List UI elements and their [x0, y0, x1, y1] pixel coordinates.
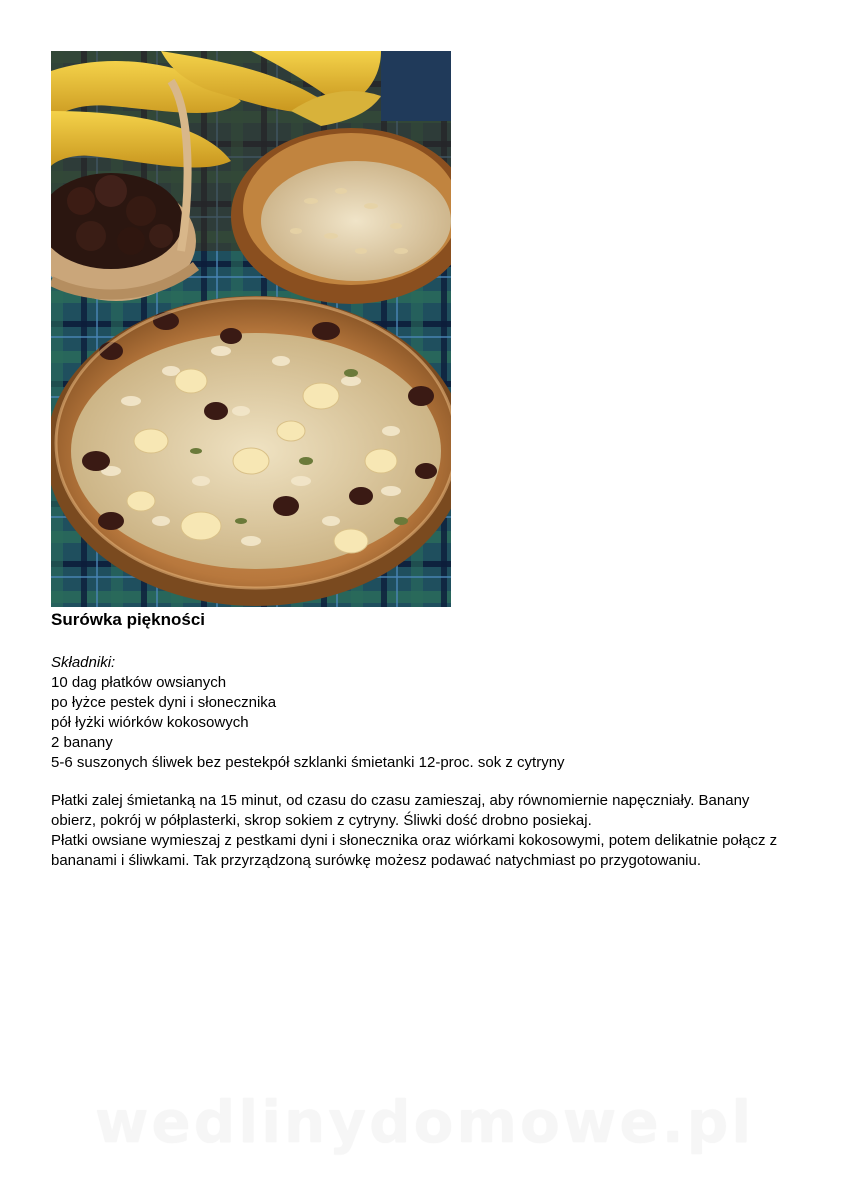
- recipe-photo: [51, 51, 451, 607]
- instruction-paragraph: Płatki owsiane wymieszaj z pestkami dyni i słonecznika oraz wiórkami kokosowymi, potem delikatnie połącz z bananami i śliwkami. Tak przyrządzoną surówkę możesz podawać natychmiast po przygotowaniu.: [51, 832, 778, 869]
- ingredient-item: 2 banany: [51, 734, 113, 751]
- ingredients-section: [51, 653, 565, 773]
- ingredient-item: pół łyżki wiórków kokosowych: [51, 714, 249, 731]
- instructions-section: [51, 791, 791, 871]
- site-watermark: wedlinydomowe.pl: [94, 1088, 755, 1156]
- ingredient-item: 10 dag płatków owsianych: [51, 674, 227, 691]
- ingredient-item: po łyżce pestek dyni i słonecznika: [51, 694, 277, 711]
- instruction-paragraph: Płatki zalej śmietanką na 15 minut, od czasu do czasu zamieszaj, aby równomiernie napęczniały. Banany obierz, pokrój w półplasterki, skrop sokiem z cytryny. Śliwki dość drobno posiekaj.: [51, 792, 750, 829]
- ingredient-item: 5-6 suszonych śliwek bez pestekpół szklanki śmietanki 12-proc. sok z cytryny: [51, 754, 565, 771]
- ingredients-label: Składniki:: [51, 654, 116, 671]
- recipe-title: Surówka piękności: [51, 610, 205, 629]
- muesli-bowl-illustration: [51, 51, 451, 607]
